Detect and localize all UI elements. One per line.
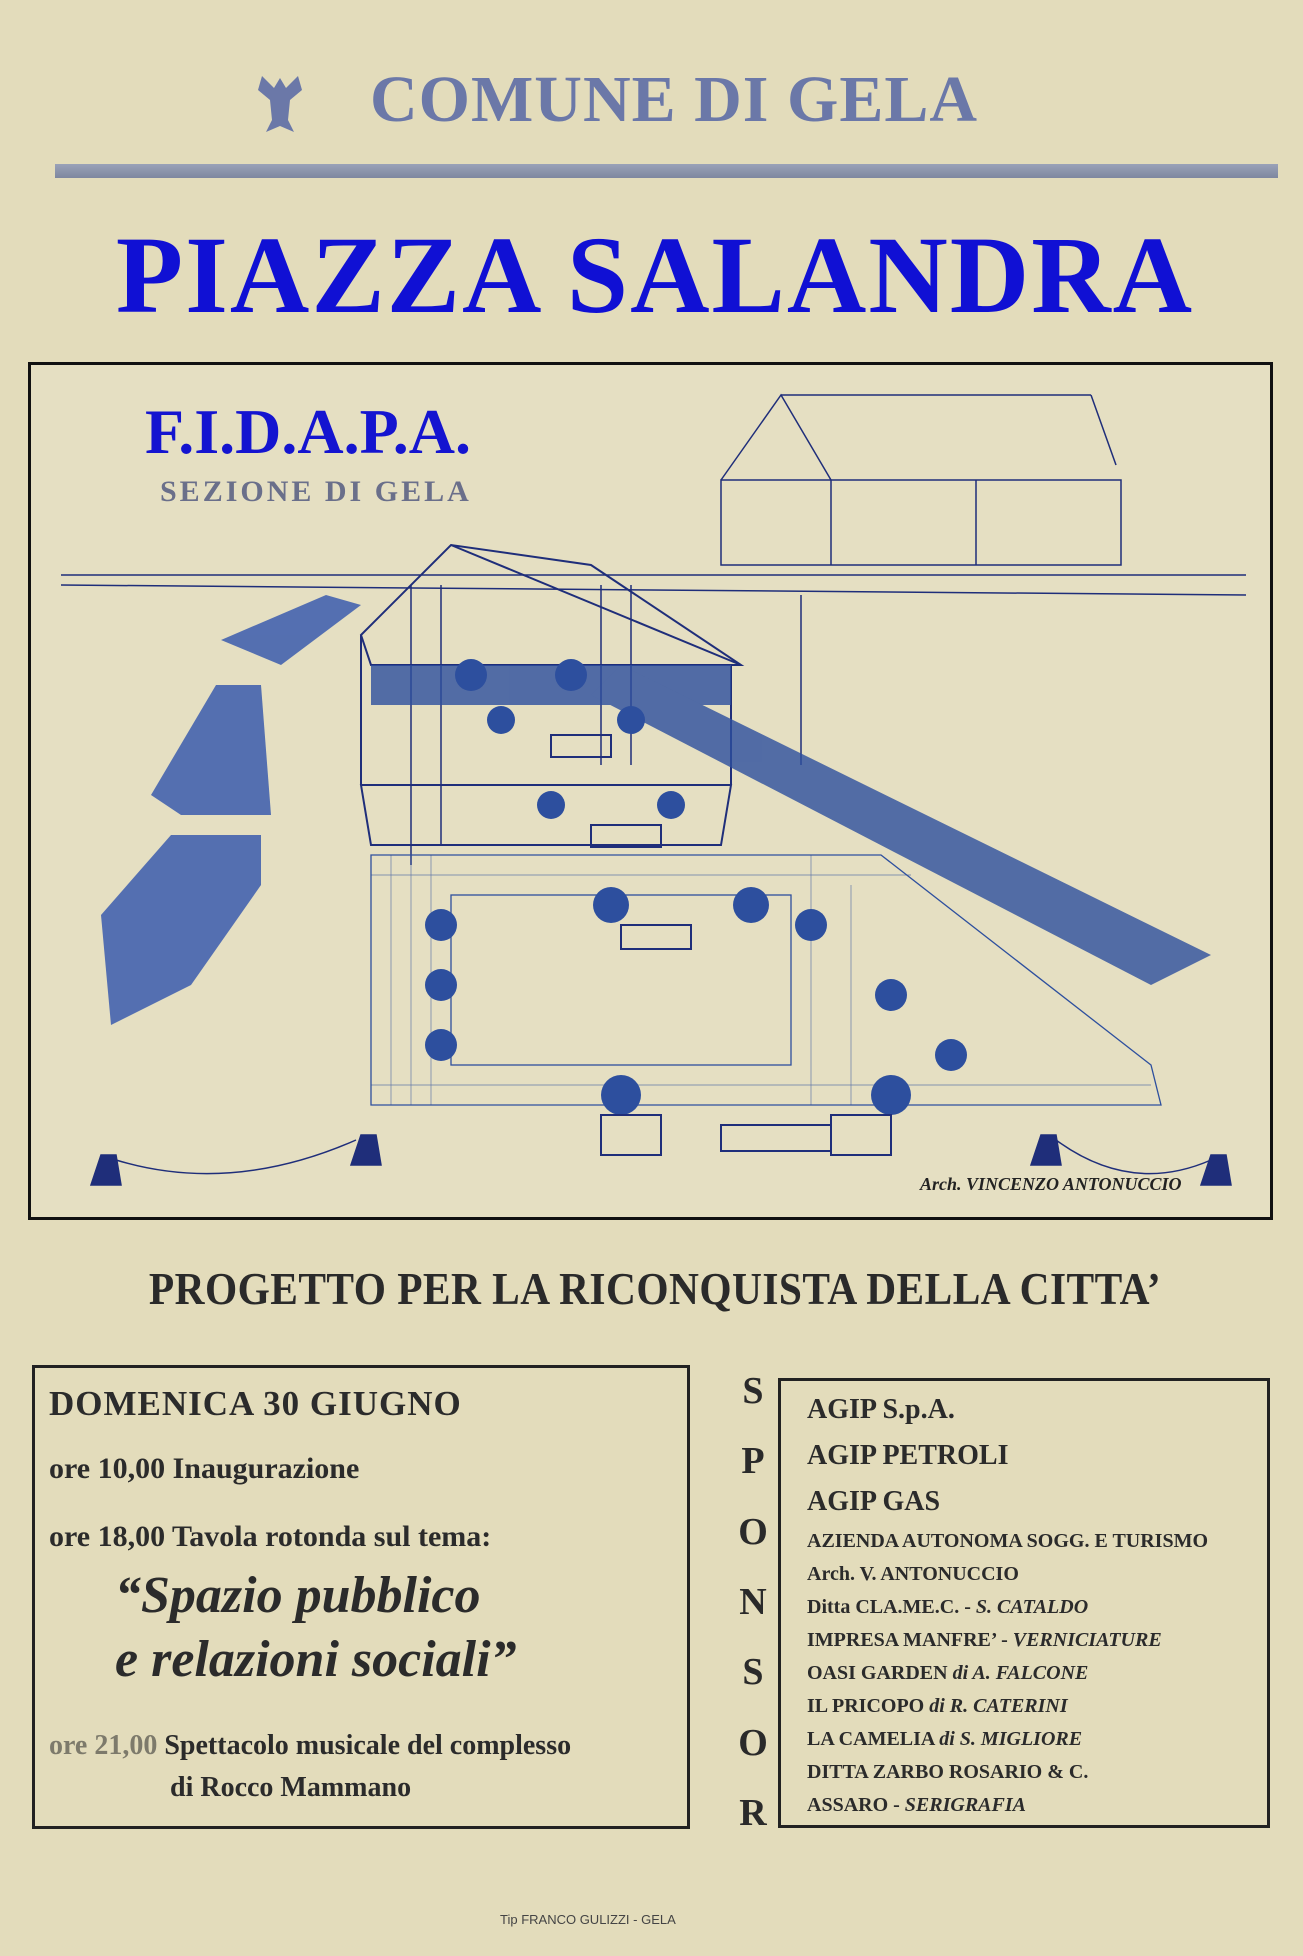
sponsor-suffix: di R. CATERINI: [929, 1695, 1068, 1717]
sponsor-item: [807, 1433, 1208, 1479]
sponsor-suffix: di S. MIGLIORE: [939, 1728, 1083, 1750]
sponsor-item: [807, 1591, 1208, 1624]
sponsor-suffix: SERIGRAFIA: [904, 1794, 1026, 1816]
sponsor-item: [807, 1525, 1208, 1558]
project-title: PROGETTO PER LA RICONQUISTA DELLA CITTA’: [148, 1263, 1162, 1314]
event-date: DOMENICA 30 GIUGNO: [49, 1384, 462, 1423]
sponsor-letter: P: [741, 1440, 765, 1483]
eagle-emblem-icon: [250, 70, 310, 140]
sponsor-item: [807, 1624, 1208, 1657]
sponsor-name: OASI GARDEN: [807, 1662, 953, 1684]
sponsor-letter: O: [738, 1721, 768, 1764]
sponsor-letter: S: [742, 1651, 764, 1694]
round-table-theme-line1: “Spazio pubblico: [115, 1567, 481, 1624]
sponsor-suffix: VERNICIATURE: [1012, 1629, 1162, 1651]
sponsor-list: [807, 1387, 1208, 1822]
sponsor-name: IL PRICOPO: [807, 1695, 930, 1717]
sponsor-name: LA CAMELIA: [807, 1728, 940, 1750]
sponsor-name: Arch. V. ANTONUCCIO: [807, 1563, 1019, 1585]
sponsor-item: [807, 1657, 1208, 1690]
sponsor-box: [778, 1378, 1270, 1828]
sponsor-letter: R: [739, 1791, 767, 1834]
sponsor-name: ASSARO -: [807, 1794, 905, 1816]
sponsor-item: [807, 1479, 1208, 1525]
sponsor-item: [807, 1387, 1208, 1433]
round-table-theme-line2: e relazioni sociali”: [115, 1631, 517, 1688]
concert-text: Spettacolo musicale del complesso: [157, 1730, 572, 1761]
sponsor-item: [807, 1756, 1208, 1789]
printer-credit: Tip FRANCO GULIZZI - GELA: [500, 1912, 676, 1927]
sponsor-letter: O: [738, 1510, 768, 1553]
sponsor-name: IMPRESA MANFRE’ -: [807, 1629, 1013, 1651]
sponsor-item: [807, 1558, 1208, 1591]
sponsor-item: [807, 1690, 1208, 1723]
program-box: [32, 1365, 690, 1829]
sponsor-name: AGIP GAS: [807, 1486, 941, 1517]
fidapa-title: F.I.D.A.P.A.: [145, 396, 471, 467]
sponsor-letter: S: [742, 1370, 764, 1412]
sponsor-name: DITTA ZARBO ROSARIO & C.: [807, 1761, 1089, 1783]
sponsor-name: AGIP PETROLI: [807, 1440, 1009, 1471]
section-subtitle: SEZIONE DI GELA: [160, 475, 472, 508]
sponsor-suffix: di A. FALCONE: [952, 1662, 1089, 1684]
architect-credit: Arch. VINCENZO ANTONUCCIO: [920, 1174, 1182, 1194]
sponsor-suffix: S. CATALDO: [975, 1596, 1089, 1618]
sponsor-item: [807, 1723, 1208, 1756]
sponsor-vertical-label: [728, 1372, 778, 1832]
header-divider: [55, 164, 1278, 178]
program-item-concert: [49, 1730, 571, 1762]
program-item-inauguration: ore 10,00 Inaugurazione: [49, 1452, 360, 1485]
header-title: COMUNE DI GELA: [370, 63, 979, 136]
sponsor-item: [807, 1789, 1208, 1822]
main-title: PIAZZA SALANDRA: [115, 214, 1195, 336]
sponsor-name: Ditta CLA.ME.C. -: [807, 1596, 976, 1618]
sponsor-name: AGIP S.p.A.: [807, 1394, 955, 1425]
program-item-round-table: ore 18,00 Tavola rotonda sul tema:: [49, 1520, 492, 1553]
program-item-concert-band: di Rocco Mammano: [170, 1772, 412, 1803]
sponsor-name: AZIENDA AUTONOMA SOGG. E TURISMO: [807, 1530, 1209, 1552]
sponsor-letter: N: [739, 1580, 767, 1623]
concert-time: ore 21,00: [49, 1730, 158, 1761]
